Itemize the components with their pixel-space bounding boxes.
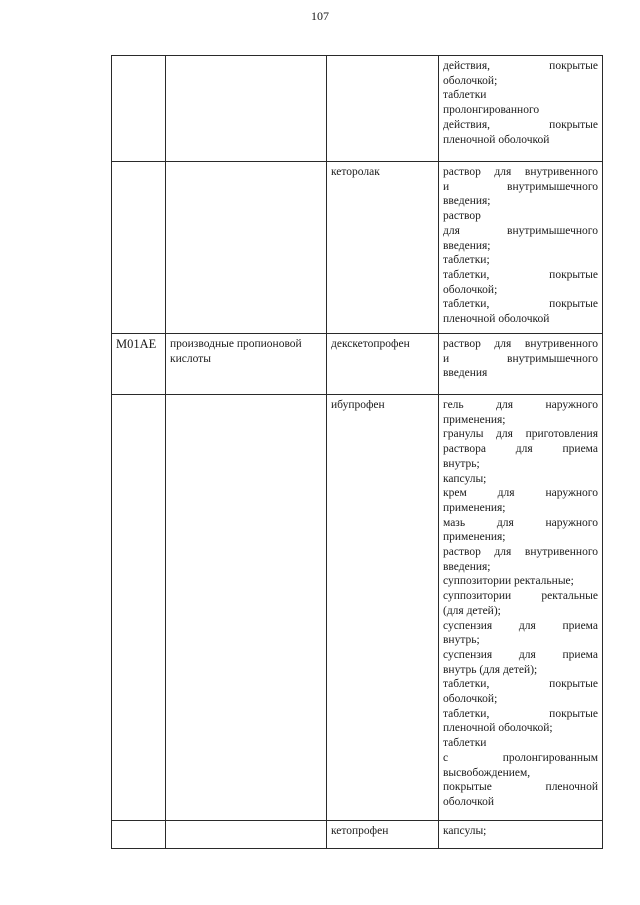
dosage-form-line: пролонгированного bbox=[443, 104, 540, 117]
dosage-form-line: мазь для наружного bbox=[443, 516, 598, 529]
dosage-form-line: внутрь (для детей); bbox=[443, 663, 538, 676]
group-cell: производные пропионовой кислоты bbox=[166, 334, 327, 395]
dosage-form-line: раствора для приема bbox=[443, 443, 598, 456]
dosage-form-line: пленочной оболочкой; bbox=[443, 722, 553, 735]
dosage-form-line: раствор для внутривенного bbox=[443, 546, 598, 559]
group-cell bbox=[166, 821, 327, 849]
dosage-form-line: оболочкой; bbox=[443, 693, 498, 706]
dosage-form-line: применения; bbox=[443, 413, 506, 426]
drug-table bbox=[111, 55, 603, 849]
dosage-form-line: крем для наружного bbox=[443, 487, 598, 500]
dosage-forms-cell bbox=[439, 162, 603, 334]
atc-code-cell bbox=[112, 56, 166, 162]
dosage-form-line: высвобождением, bbox=[443, 766, 531, 779]
drug-name-cell: кеторолак bbox=[327, 162, 439, 334]
dosage-form-line: оболочкой bbox=[443, 795, 495, 808]
table-row bbox=[112, 395, 603, 821]
dosage-form-line: внутрь; bbox=[443, 634, 480, 647]
drug-name-cell: декскетопрофен bbox=[327, 334, 439, 395]
dosage-form-line: таблетки, покрытые bbox=[443, 707, 598, 720]
dosage-form-line: введения; bbox=[443, 195, 491, 208]
dosage-form-line: таблетки; bbox=[443, 254, 490, 267]
dosage-form-line: таблетки bbox=[443, 737, 487, 750]
dosage-form-line: внутрь; bbox=[443, 457, 480, 470]
table-row bbox=[112, 821, 603, 849]
page-number: 107 bbox=[311, 9, 329, 23]
dosage-form-line: таблетки, покрытые bbox=[443, 268, 598, 281]
dosage-form-line: пленочной оболочкой bbox=[443, 133, 550, 146]
dosage-form-line: гель для наружного bbox=[443, 399, 598, 411]
drug-name-cell: кетопрофен bbox=[327, 821, 439, 849]
dosage-form-line: оболочкой; bbox=[443, 74, 498, 87]
dosage-form-line: таблетки, покрытые bbox=[443, 298, 598, 311]
dosage-form-line: с пролонгированным bbox=[443, 751, 598, 764]
dosage-form-line: суппозитории ректальные bbox=[443, 590, 598, 603]
dosage-form-line: действия, покрытые bbox=[443, 60, 598, 72]
dosage-form-line: оболочкой; bbox=[443, 283, 498, 296]
group-cell bbox=[166, 56, 327, 162]
dosage-form-line: применения; bbox=[443, 531, 506, 544]
dosage-form-line: для внутримышечного bbox=[443, 224, 598, 237]
table-row bbox=[112, 162, 603, 334]
dosage-form-line: суспензия для приема bbox=[443, 648, 598, 661]
dosage-form-line: введения bbox=[443, 367, 488, 380]
dosage-form-line: таблетки bbox=[443, 89, 487, 102]
dosage-forms-cell bbox=[439, 821, 603, 849]
dosage-form-line: и внутримышечного bbox=[443, 352, 598, 365]
dosage-form-line: капсулы; bbox=[443, 472, 487, 485]
table-row bbox=[112, 56, 603, 162]
dosage-form-line: и внутримышечного bbox=[443, 180, 598, 193]
dosage-form-line: раствор для внутривенного bbox=[443, 338, 598, 350]
dosage-form-line: введения; bbox=[443, 239, 491, 252]
group-cell bbox=[166, 395, 327, 821]
drug-name-cell bbox=[327, 56, 439, 162]
dosage-form-line: (для детей); bbox=[443, 604, 501, 617]
atc-code-cell bbox=[112, 162, 166, 334]
dosage-form-line: раствор для внутривенного bbox=[443, 166, 598, 178]
dosage-form-line: раствор bbox=[443, 210, 481, 223]
group-cell bbox=[166, 162, 327, 334]
dosage-form-line: покрытые пленочной bbox=[443, 781, 598, 794]
dosage-forms-cell bbox=[439, 395, 603, 821]
dosage-form-line: суппозитории ректальные; bbox=[443, 575, 574, 588]
dosage-forms-cell bbox=[439, 56, 603, 162]
atc-code-cell bbox=[112, 395, 166, 821]
atc-code-cell: M01AE bbox=[112, 334, 166, 395]
dosage-form-line: действия, покрытые bbox=[443, 118, 598, 131]
table-row bbox=[112, 334, 603, 395]
dosage-form-line: таблетки, покрытые bbox=[443, 678, 598, 691]
atc-code-cell bbox=[112, 821, 166, 849]
dosage-form-line: введения; bbox=[443, 560, 491, 573]
dosage-form-line: пленочной оболочкой bbox=[443, 313, 550, 326]
dosage-form-line: суспензия для приема bbox=[443, 619, 598, 632]
dosage-forms-cell bbox=[439, 334, 603, 395]
dosage-form-line: гранулы для приготовления bbox=[443, 428, 598, 441]
dosage-form-line: применения; bbox=[443, 501, 506, 514]
dosage-form-line: капсулы; bbox=[443, 825, 487, 837]
drug-name-cell: ибупрофен bbox=[327, 395, 439, 821]
